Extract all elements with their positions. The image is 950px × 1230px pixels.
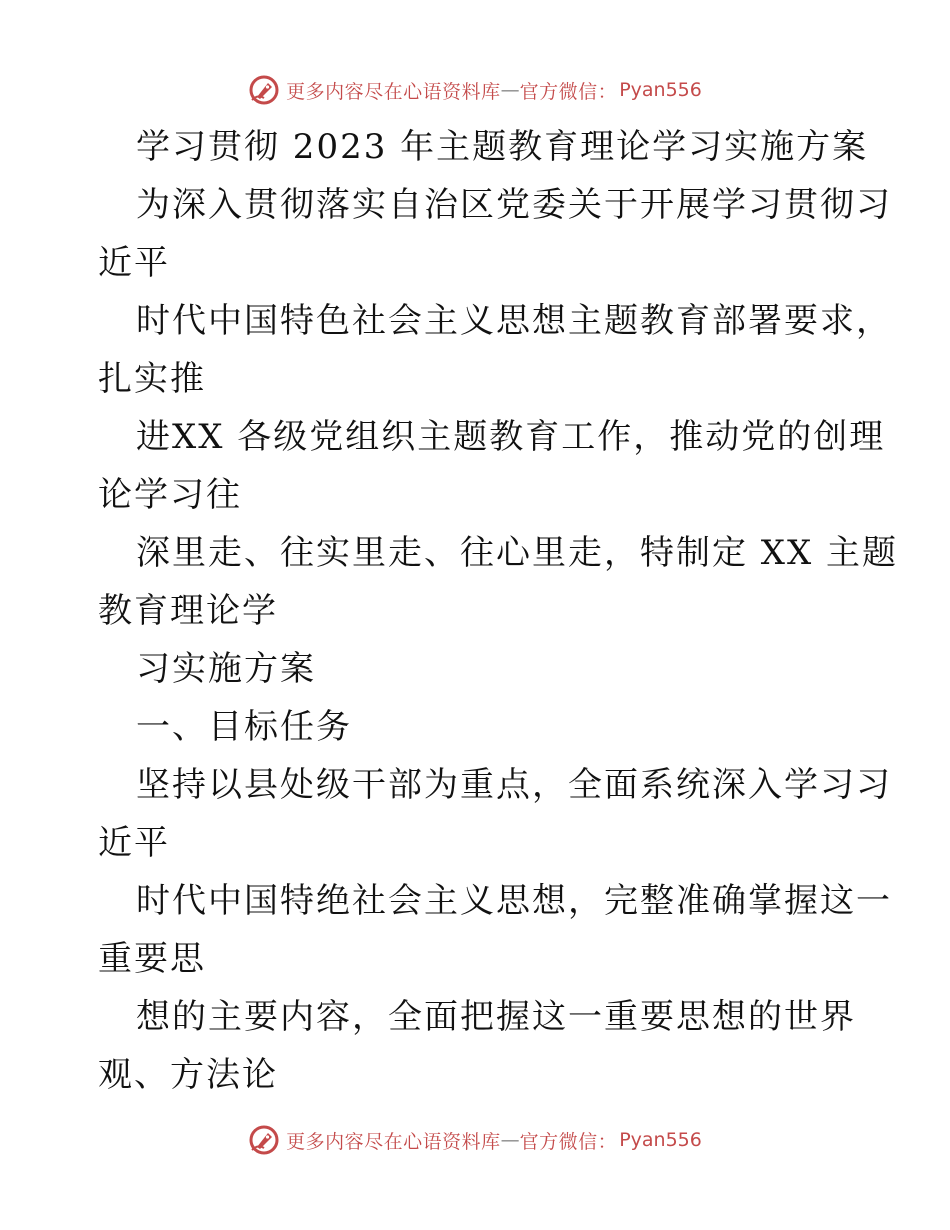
header-watermark-banner: [0, 70, 950, 110]
paragraph-line: 教育理论学: [98, 591, 278, 631]
pen-nib-logo-icon: [248, 1124, 280, 1156]
paragraph-line: 坚持以县处级干部为重点，全面系统深入学习习: [136, 765, 892, 805]
banner-wechat-label: 官方微信：: [519, 80, 618, 103]
paragraph-line: 时代中国特色社会主义思想主题教育部署要求，: [136, 301, 892, 341]
paragraph-line: 扎实推: [98, 359, 206, 399]
banner-separator: —: [500, 79, 520, 101]
paragraph-line: 观、方法论: [98, 1055, 278, 1095]
paragraph-line: 近平: [98, 243, 170, 283]
paragraph-line: 论学习往: [98, 475, 242, 515]
banner-wechat-id: Pyan556: [619, 79, 702, 101]
banner-separator: —: [500, 1129, 520, 1151]
paragraph-line: 近平: [98, 823, 170, 863]
document-title: 学习贯彻 2023 年主题教育理论学习实施方案: [136, 127, 869, 167]
pen-nib-logo-icon: [248, 74, 280, 106]
paragraph-line: 重要思: [98, 939, 206, 979]
section-heading: 一、目标任务: [136, 707, 352, 747]
paragraph-line: 进XX 各级党组织主题教育工作，推动党的创理: [136, 417, 886, 457]
paragraph-line: 习实施方案: [136, 649, 316, 689]
banner-wechat-label: 官方微信：: [519, 1130, 618, 1153]
paragraph-line: 深里走、往实里走、往心里走，特制定 XX 主题: [136, 533, 899, 573]
paragraph-line: 为深入贯彻落实自治区党委关于开展学习贯彻习: [136, 185, 892, 225]
document-body: [0, 118, 950, 1104]
banner-wechat-id: Pyan556: [619, 1129, 702, 1151]
paragraph-line: 时代中国特绝社会主义思想，完整准确掌握这一: [136, 881, 892, 921]
paragraph-line: 想的主要内容，全面把握这一重要思想的世界: [136, 997, 856, 1037]
footer-watermark-banner: [0, 1120, 950, 1160]
banner-site-name: 更多内容尽在心语资料库: [286, 1130, 501, 1153]
banner-site-name: 更多内容尽在心语资料库: [286, 80, 501, 103]
